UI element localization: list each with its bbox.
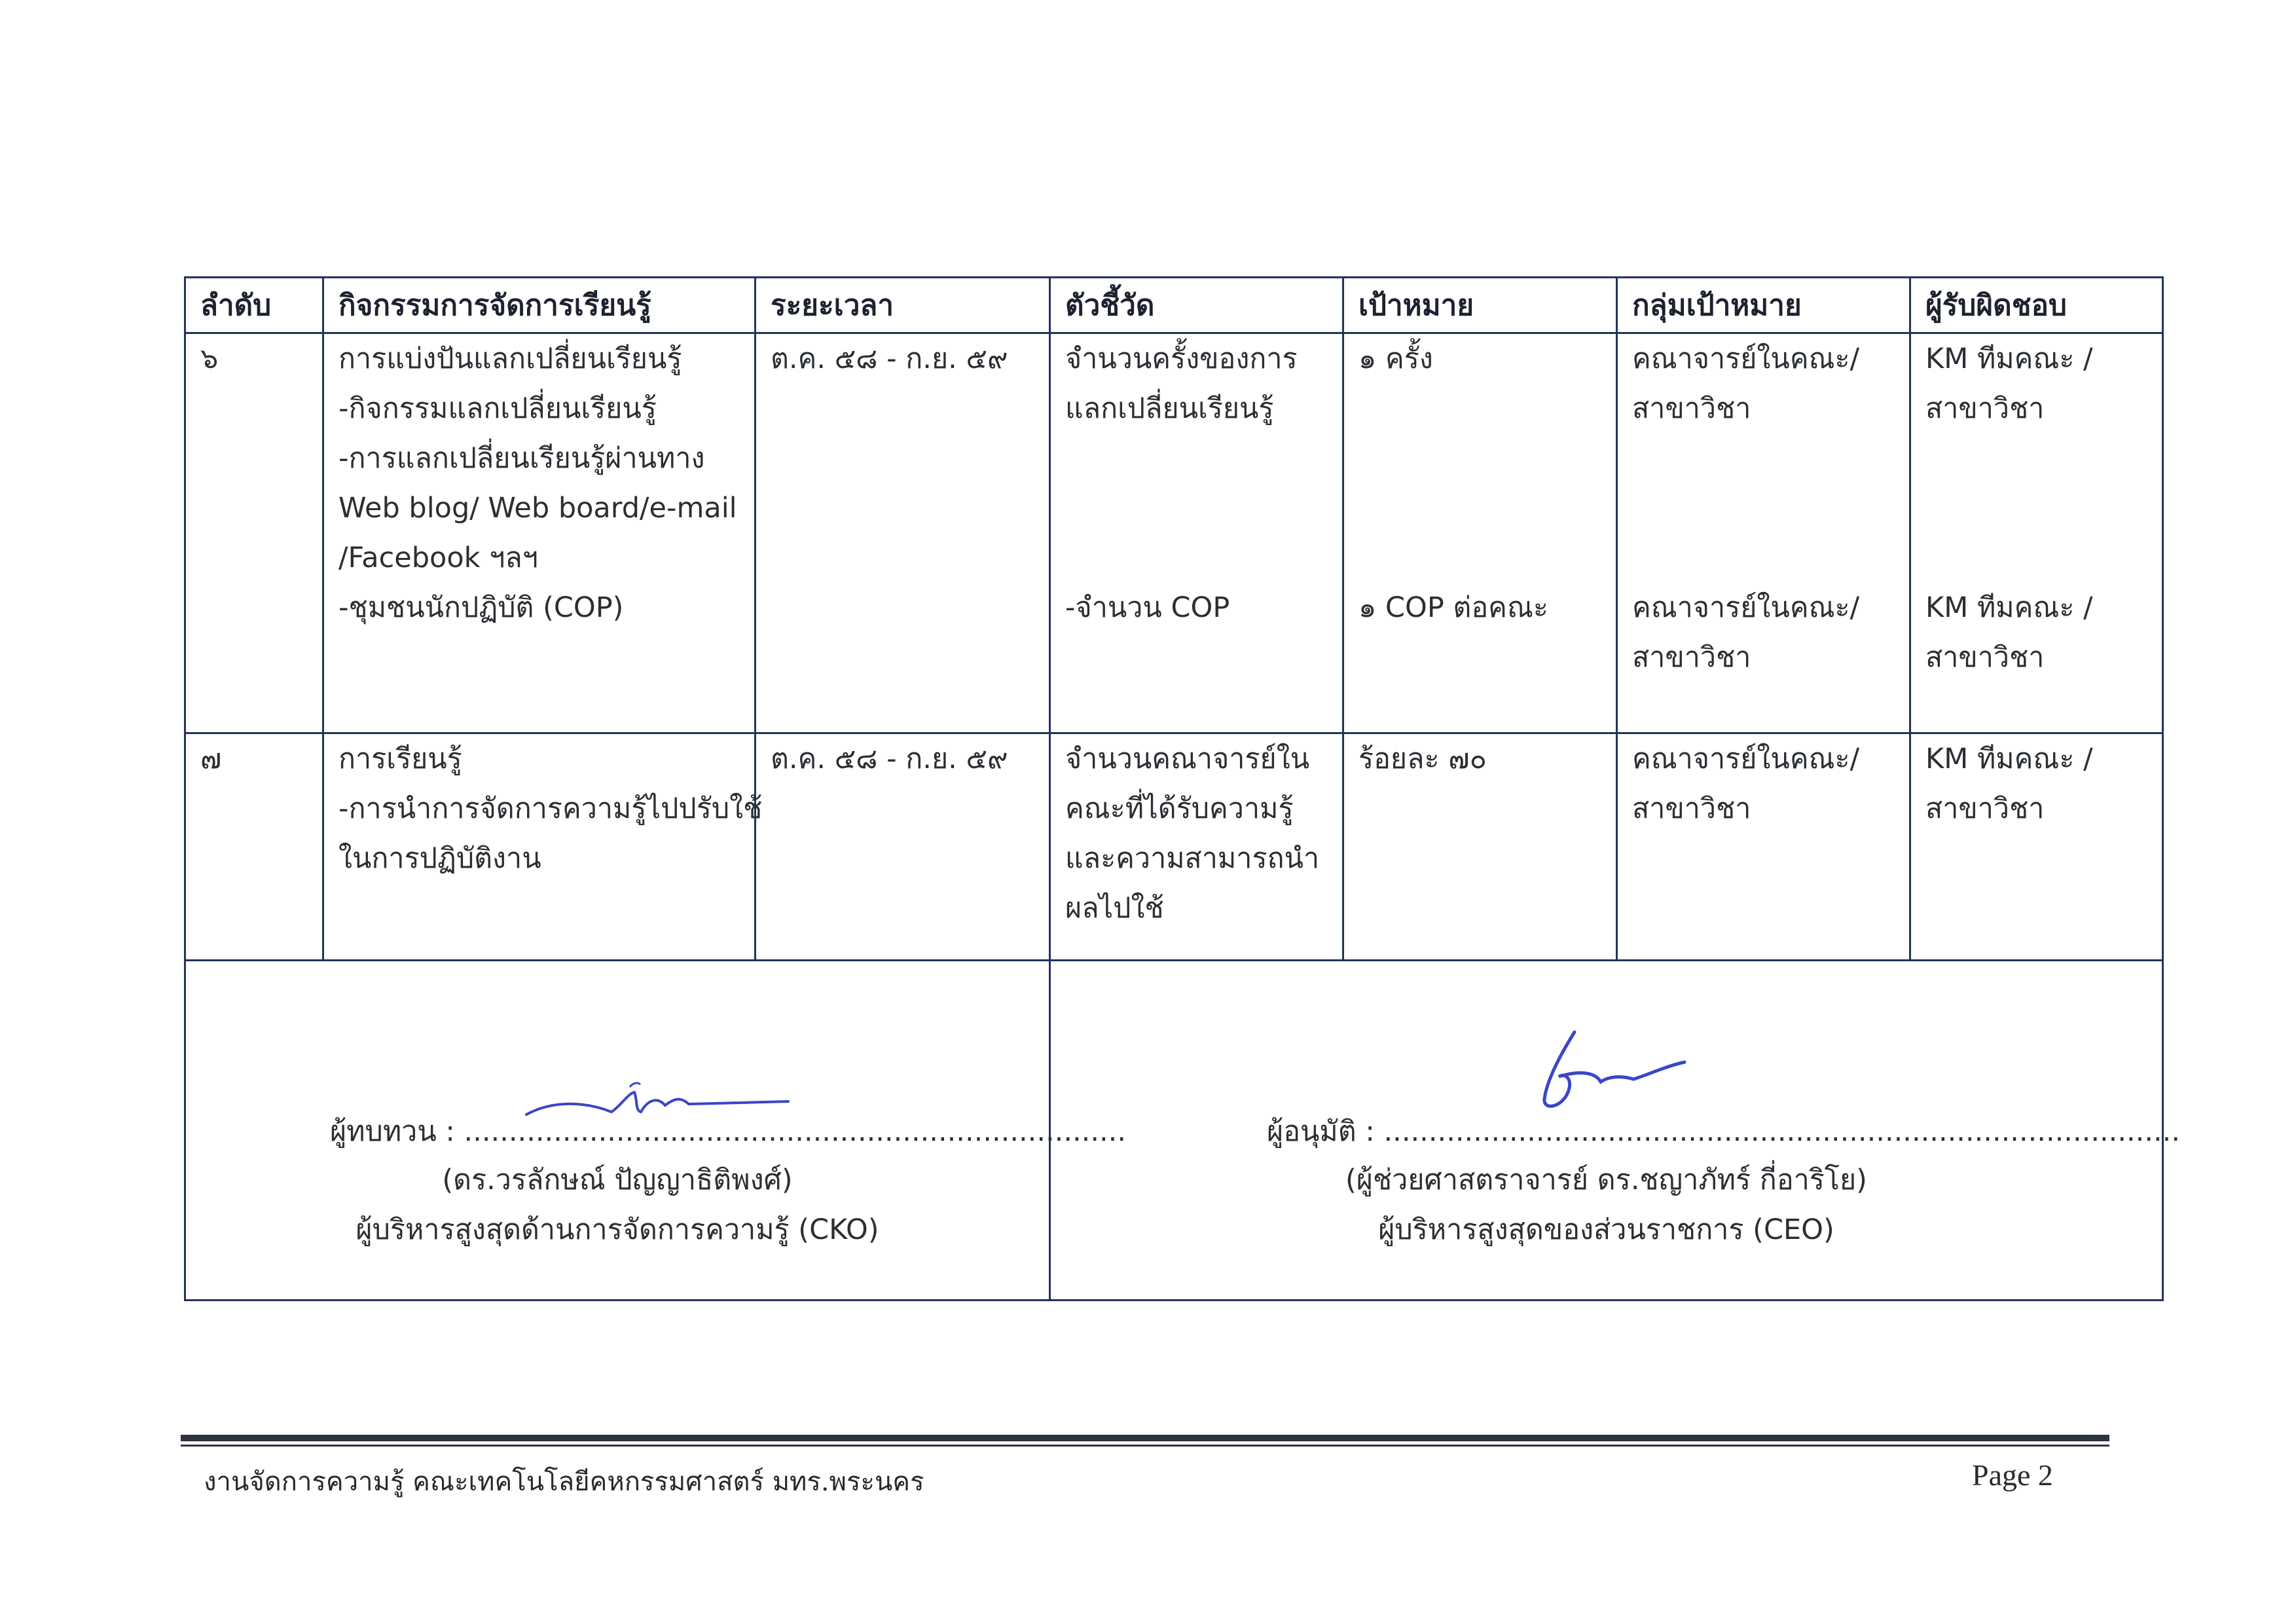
table-header-row [185,278,2163,333]
activity-line: -ชุมชนนักปฏิบัติ (COP) [338,591,624,624]
activity-line: -การแลกเปลี่ยนเรียนรู้ผ่านทาง [338,442,705,475]
signature-row [185,961,2163,1301]
approver-signature-icon [1535,1027,1692,1118]
header-cell: เป้าหมาย [1343,278,1617,333]
period-cell: ต.ค. ๕๘ - ก.ย. ๕๙ [756,733,1050,961]
header-cell: ลำดับ [185,278,323,333]
group-cell: คณาจารย์ในคณะ/ สาขาวิชา [1617,733,1910,961]
reviewer-name: (ดร.วรลักษณ์ ปัญญาธิติพงศ์) [442,1164,793,1196]
indicator-cell: จำนวนครั้งของการ แลกเปลี่ยนเรียนรู้ -จำนวน COP [1050,333,1343,733]
row-number: ๖ [185,333,323,733]
footer-divider [181,1445,2109,1447]
period-cell: ต.ค. ๕๘ - ก.ย. ๕๙ [756,333,1050,733]
owner-cell: KM ทีมคณะ / สาขาวิชา KM ทีมคณะ / สาขาวิชา [1910,333,2163,733]
reviewer-signature-cell [185,961,1127,1301]
footer-divider [181,1435,2109,1441]
table-row [185,333,2163,733]
activity-line: -กิจกรรมแลกเปลี่ยนเรียนรู้ [338,392,657,425]
approver-label: ผู้อนุมัติ : ......................................................................................... [1267,1115,2181,1148]
footer-department: งานจัดการความรู้ คณะเทคโนโลยีคหกรรมศาสตร์ มทร.พระนคร [204,1467,924,1497]
indicator-cell: จำนวนคณาจารย์ใน คณะที่ได้รับความรู้ และความสามารถนำ ผลไปใช้ [1050,733,1343,961]
header-cell: ตัวชี้วัด [1050,278,1343,333]
activity-line: การแบ่งปันแลกเปลี่ยนเรียนรู้ [338,342,682,375]
row-number: ๗ [185,733,323,961]
km-plan-table [184,276,2181,1301]
reviewer-label: ผู้ทบทวน : .......................................................................... [330,1115,1127,1148]
table-row [185,733,2163,961]
activity-cell: การเรียนรู้ -การนำการจัดการความรู้ไปปรับใช้ ในการปฏิบัติงาน [323,733,756,961]
target-cell: ๑ ครั้ง ๑ COP ต่อคณะ [1343,333,1617,733]
group-cell: คณาจารย์ในคณะ/ สาขาวิชา คณาจารย์ในคณะ/ สาขาวิชา [1617,333,1910,733]
header-cell: ผู้รับผิดชอบ [1910,278,2163,333]
header-cell: ระยะเวลา [756,278,1050,333]
approver-signature-cell [1050,961,2181,1301]
approver-title: ผู้บริหารสูงสุดของส่วนราชการ (CEO) [1378,1213,1834,1246]
activity-line: /Facebook ฯลฯ [338,542,538,574]
header-cell: กลุ่มเป้าหมาย [1617,278,1910,333]
target-cell: ร้อยละ ๗๐ [1343,733,1617,961]
activity-cell [323,333,756,733]
reviewer-title: ผู้บริหารสูงสุดด้านการจัดการความรู้ (CKO) [355,1213,879,1246]
approver-name: (ผู้ช่วยศาสตราจารย์ ดร.ชญาภัทร์ กี่อาริโย) [1345,1164,1867,1196]
page-number: Page 2 [1972,1458,2053,1492]
owner-cell: KM ทีมคณะ / สาขาวิชา [1910,733,2163,961]
header-cell: กิจกรรมการจัดการเรียนรู้ [323,278,756,333]
activity-line: Web blog/ Web board/e-mail [338,492,737,525]
